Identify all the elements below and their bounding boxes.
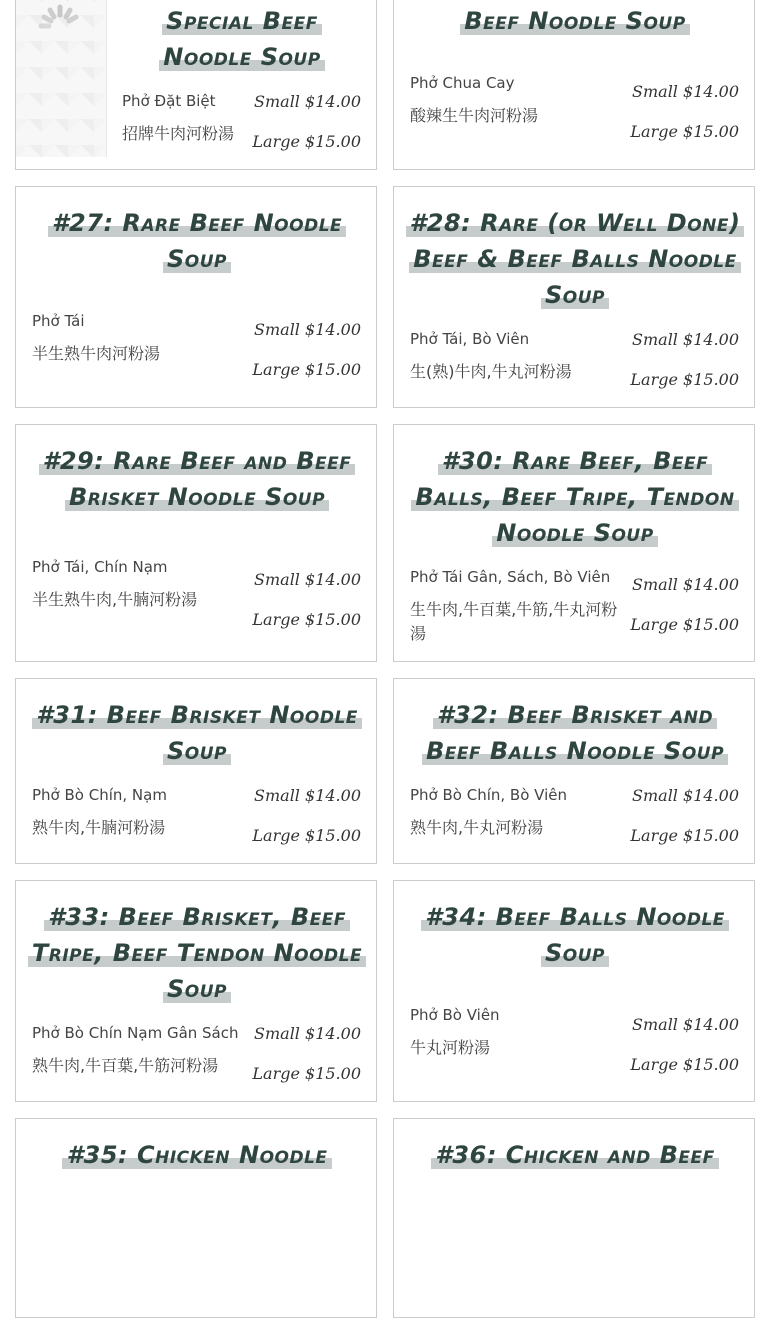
menu-item-33[interactable] [15,880,377,1102]
large-price: Large $15.00 [630,122,739,141]
small-price: Small $14.00 [254,786,361,805]
menu-item-special-beef-noodle-soup[interactable] [15,0,377,170]
large-price: Large $15.00 [252,132,361,151]
item-vietnamese-name: Phở Đặt Biệt [122,92,216,110]
item-chinese-name: 半生熟牛肉,牛腩河粉湯 [32,590,198,609]
menu-item-29[interactable] [15,424,377,662]
menu-item-32[interactable] [393,678,755,864]
item-chinese-name: 酸辣生牛肉河粉湯 [410,106,539,125]
small-price: Small $14.00 [632,330,739,349]
item-title: #29: Rare Beef and Beef Brisket Noodle Soup [26,443,368,515]
small-price: Small $14.00 [632,575,739,594]
item-vietnamese-name: Phở Tái Gân, Sách, Bò Viên [410,568,611,586]
small-price: Small $14.00 [632,82,739,101]
item-vietnamese-name: Phở Bò Chín Nạm Gân Sách [32,1024,239,1042]
small-price: Small $14.00 [254,320,361,339]
small-price: Small $14.00 [254,1024,361,1043]
item-title: #35: Chicken Noodle [26,1137,368,1173]
large-price: Large $15.00 [252,360,361,379]
item-vietnamese-name: Phở Bò Viên [410,1006,500,1024]
menu-item-28[interactable] [393,186,755,408]
item-vietnamese-name: Phở Chua Cay [410,74,515,92]
item-chinese-name: 招牌牛肉河粉湯 [122,124,235,143]
large-price: Large $15.00 [630,1055,739,1074]
item-chinese-name: 生(熟)牛肉,牛丸河粉湯 [410,362,572,381]
item-chinese-name: 熟牛肉,牛百葉,牛筋河粉湯 [32,1056,219,1075]
item-title: #28: Rare (or Well Done) Beef & Beef Balls Noodle Soup [400,205,750,313]
menu-item-36[interactable] [393,1118,755,1318]
item-chinese-name: 熟牛肉,牛丸河粉湯 [410,818,544,837]
loading-spinner-icon [37,3,83,49]
menu-item-27[interactable] [15,186,377,408]
item-title: Beef Noodle Soup [404,3,746,39]
large-price: Large $15.00 [630,826,739,845]
item-vietnamese-name: Phở Bò Chín, Nạm [32,786,167,804]
small-price: Small $14.00 [632,786,739,805]
large-price: Large $15.00 [252,610,361,629]
menu-item-35[interactable] [15,1118,377,1318]
item-title: #30: Rare Beef, Beef Balls, Beef Tripe, Tendon Noodle Soup [400,443,750,551]
item-chinese-name: 生牛肉,牛百葉,牛筋,牛丸河粉湯 [410,600,618,643]
item-title: Special Beef Noodle Soup [116,3,368,75]
menu-item-31[interactable] [15,678,377,864]
item-chinese-name: 半生熟牛肉河粉湯 [32,344,161,363]
item-vietnamese-name: Phở Tái, Bò Viên [410,330,530,348]
small-price: Small $14.00 [632,1015,739,1034]
large-price: Large $15.00 [252,826,361,845]
item-title: #34: Beef Balls Noodle Soup [400,899,750,971]
menu-item-beef-noodle-soup[interactable] [393,0,755,170]
item-title: #31: Beef Brisket Noodle Soup [26,697,368,769]
item-title: #33: Beef Brisket, Beef Tripe, Beef Tendon Noodle Soup [22,899,372,1007]
item-image-placeholder [16,0,107,157]
small-price: Small $14.00 [254,570,361,589]
item-vietnamese-name: Phở Tái [32,312,85,330]
small-price: Small $14.00 [254,92,361,111]
item-title: #27: Rare Beef Noodle Soup [26,205,368,277]
large-price: Large $15.00 [630,615,739,634]
item-title: #36: Chicken and Beef [400,1137,750,1173]
large-price: Large $15.00 [630,370,739,389]
item-chinese-name: 牛丸河粉湯 [410,1038,491,1057]
item-vietnamese-name: Phở Tái, Chín Nạm [32,558,168,576]
menu-item-34[interactable] [393,880,755,1102]
item-vietnamese-name: Phở Bò Chín, Bò Viên [410,786,567,804]
large-price: Large $15.00 [252,1064,361,1083]
item-title: #32: Beef Brisket and Beef Balls Noodle Soup [400,697,750,769]
item-chinese-name: 熟牛肉,牛腩河粉湯 [32,818,166,837]
menu-item-30[interactable] [393,424,755,662]
